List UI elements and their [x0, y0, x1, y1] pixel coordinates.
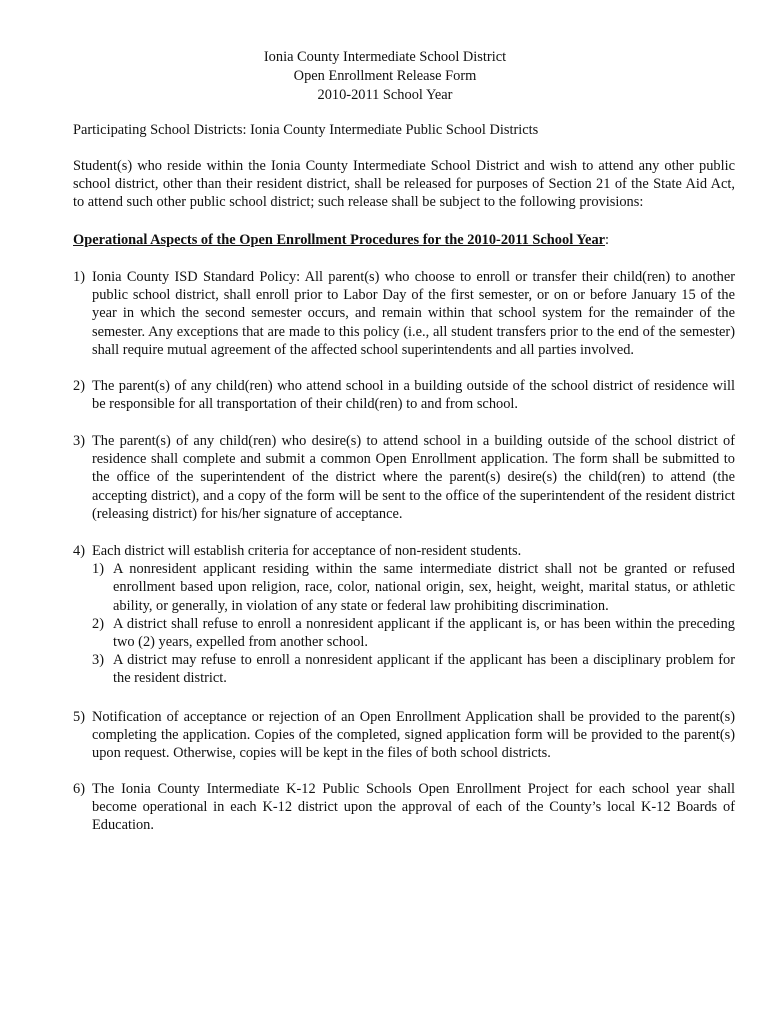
provision-item [73, 377, 735, 413]
provision-text: The parent(s) of any child(ren) who desire(s) to attend school in a building outside of the school district of residence shall complete and submit a common Open Enrollment application. The form shall be submitted to the office of the superintendent of the district where the parent(s) desire(s) the child(ren) to attend (the accepting district), and a copy of the form will be sent to the office of the superintendent of the resident district (releasing district) for his/her signature of acceptance. [92, 433, 735, 522]
sub-provision-item [92, 615, 735, 651]
provision-text: The parent(s) of any child(ren) who attend school in a building outside of the school district of residence will be responsible for all transportation of their child(ren) to and from school. [92, 378, 735, 413]
section-heading-text: Operational Aspects of the Open Enrollment Procedures for the 2010-2011 School Year [73, 232, 606, 248]
sub-provision-text: A district shall refuse to enroll a nonresident applicant if the applicant is, or has been within the preceding two (2) years, expelled from another school. [113, 615, 735, 651]
header-form-title: Open Enrollment Release Form [293, 68, 477, 84]
provision-number: 4) [73, 543, 85, 559]
provision-number: 2) [73, 378, 85, 394]
provision-item [73, 542, 735, 688]
section-heading [73, 231, 735, 249]
provision-item [73, 708, 735, 763]
provision-text: Ionia County ISD Standard Policy: All parent(s) who choose to enroll or transfer their child(ren) to another public school district, shall enroll prior to Labor Day of the first semester, or on or before January 15 of the year in which the second semester occurs, and remain within that school system for the remainder of the semester. Any exceptions that are made to this policy (i.e., all student transfers prior to the end of the semester) shall require mutual agreement of the affected school superintendents and all parties involved. [92, 269, 735, 358]
sub-provision-text: A nonresident applicant residing within the same intermediate district shall not be granted or refused enrollment based upon religion, race, color, national origin, sex, height, weight, marital status, or athletic ability, or generally, in violation of any state or federal law prohibiting discrimination. [113, 561, 735, 614]
sub-provision-number: 1) [92, 561, 104, 578]
participating-districts: Participating School Districts: Ionia County Intermediate Public School Districts [73, 122, 539, 138]
sub-provision-item [92, 651, 735, 687]
header-school-year: 2010-2011 School Year [317, 87, 453, 103]
provision-item [73, 780, 735, 835]
provision-text: The Ionia County Intermediate K-12 Public Schools Open Enrollment Project for each school year shall become operational in each K-12 district upon the approval of each of the County’s local K-12 Boards of Education. [92, 781, 735, 834]
provision-text: Each district will establish criteria for acceptance of non-resident students. [92, 543, 522, 559]
provision-number: 5) [73, 709, 85, 725]
provision-number: 3) [73, 433, 85, 449]
provision-number: 1) [73, 269, 85, 285]
header-district-name: Ionia County Intermediate School District [263, 49, 507, 65]
section-heading-colon: : [605, 232, 610, 248]
sub-provision-text: A district may refuse to enroll a nonresident applicant if the applicant has been a disciplinary problem for the resident district. [113, 652, 735, 687]
sub-provision-number: 2) [92, 615, 104, 632]
sub-provision-item [92, 560, 735, 615]
provision-item [73, 432, 735, 523]
provision-item [73, 268, 735, 359]
provision-text: Notification of acceptance or rejection of an Open Enrollment Application shall be provided to the parent(s) completing the application. Copies of the completed, signed application form will be provided to the parent(s) upon request. Otherwise, copies will be kept in the files of both school districts. [92, 709, 735, 762]
sub-provision-number: 3) [92, 652, 104, 669]
provision-number: 6) [73, 781, 85, 797]
intro-paragraph: Student(s) who reside within the Ionia County Intermediate School District and wish to attend any other public school district, other than their resident district, shall be released for purposes of Section 21 of the State Aid Act, to attend such other public school district; such release shall be subject to the following provisions: [73, 158, 735, 211]
document-header [0, 48, 770, 105]
